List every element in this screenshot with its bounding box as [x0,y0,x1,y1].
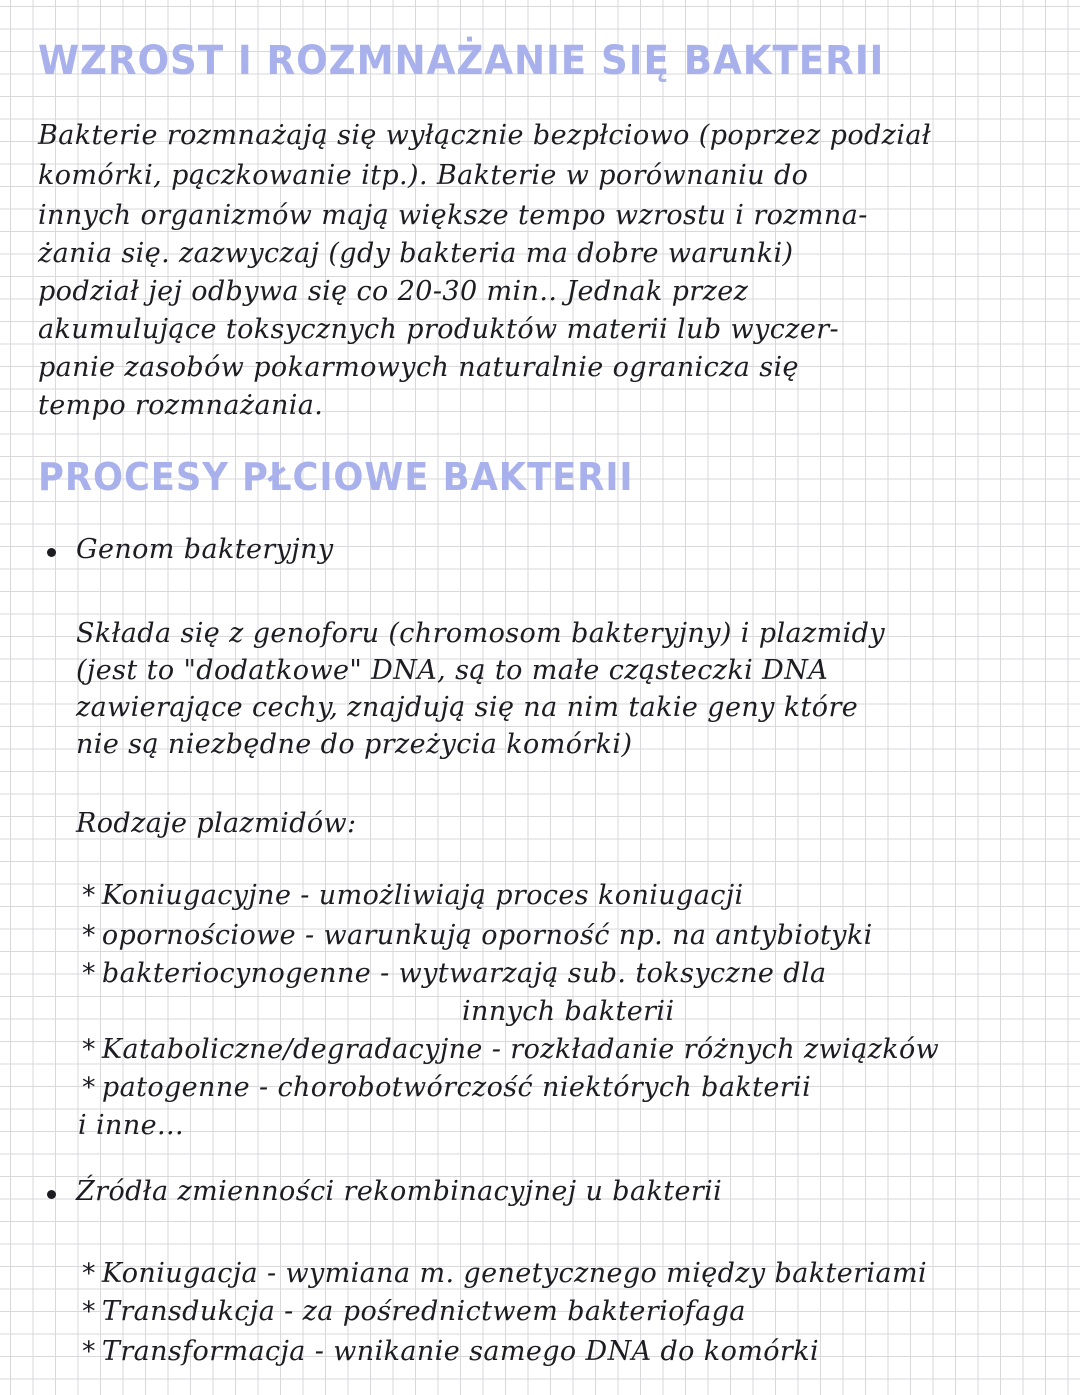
section-genome-title: Genom bakteryjny [76,534,334,565]
source-item: * Koniugacja - wymiana m. genetycznego między bakteriami [82,1258,927,1289]
asterisk-icon: * [82,880,96,911]
intro-line: żania się. zazwyczaj (gdy bakteria ma dobre warunki) [38,238,794,269]
plasmid-type-item: * Kataboliczne/degradacyjne - rozkładanie różnych związków [82,1034,940,1065]
plasmid-types-title: Rodzaje plazmidów: [76,808,357,839]
plasmid-type-item: * bakteriocynogenne - wytwarzają sub. toksyczne dla [82,958,827,989]
intro-line: tempo rozmnażania. [38,390,324,421]
asterisk-icon: * [82,1034,96,1065]
genome-body-line: Składa się z genoforu (chromosom bakteryjny) i plazmidy [76,618,886,649]
intro-line: innych organizmów mają większe tempo wzrostu i rozmna- [38,200,868,231]
asterisk-icon: * [82,958,96,989]
genome-body-line: zawierające cechy, znajdują się na nim takie geny które [76,692,859,723]
source-item: * Transformacja - wnikanie samego DNA do komórki [82,1336,819,1367]
intro-line: podział jej odbywa się co 20-30 min.. Jednak przez [38,276,749,307]
bullet-icon [47,548,56,557]
plasmid-types-more: i inne... [78,1110,184,1141]
genome-body-line: (jest to "dodatkowe" DNA, są to małe cząsteczki DNA [76,655,829,686]
asterisk-icon: * [82,1296,96,1327]
plasmid-type-item: * patogenne - chorobotwórczość niektórych bakterii [82,1072,812,1103]
heading-sexual-processes: PROCESY PŁCIOWE BAKTERII [38,455,634,499]
asterisk-icon: * [82,920,96,951]
asterisk-icon: * [82,1336,96,1367]
bullet-icon [47,1190,56,1199]
intro-line: akumulujące toksycznych produktów materii lub wyczer- [38,314,840,345]
asterisk-icon: * [82,1072,96,1103]
intro-line: komórki, pączkowanie itp.). Bakterie w porównaniu do [38,160,809,191]
source-item: * Transdukcja - za pośrednictwem bakteriofaga [82,1296,746,1327]
genome-body-line: nie są niezbędne do przeżycia komórki) [76,729,633,760]
heading-bacterial-growth: WZROST I ROZMNAŻANIE SIĘ BAKTERII [38,38,885,84]
plasmid-type-continuation: innych bakterii [462,996,675,1027]
plasmid-type-item: * Koniugacyjne - umożliwiają proces koniugacji [82,880,744,911]
intro-line: panie zasobów pokarmowych naturalnie ogranicza się [38,352,799,383]
asterisk-icon: * [82,1258,96,1289]
intro-line: Bakterie rozmnażają się wyłącznie bezpłciowo (poprzez podział [38,120,931,151]
plasmid-type-item: * opornościowe - warunkują oporność np. na antybiotyki [82,920,873,951]
section-sources-title: Źródła zmienności rekombinacyjnej u bakterii [76,1176,723,1207]
